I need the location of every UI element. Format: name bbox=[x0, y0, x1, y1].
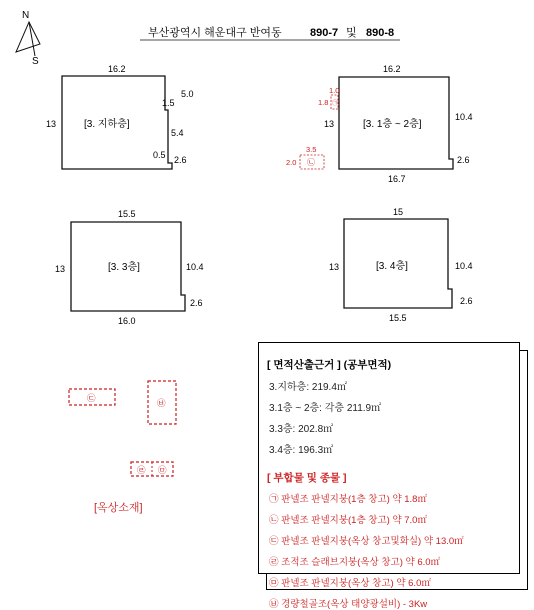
dim-b1-notch-side: 5.4 bbox=[171, 128, 184, 138]
annex-c-marker: ㉢ bbox=[87, 393, 96, 403]
dim-3-top: 15.5 bbox=[118, 209, 136, 219]
dim-4-bottom: 15.5 bbox=[389, 313, 407, 323]
area-basis-title: [ 면적산출근거 ] (공부면적) bbox=[267, 359, 392, 371]
compass-south-label: S bbox=[32, 56, 39, 67]
title-lot-1: 890-7 bbox=[310, 27, 339, 39]
annex-row: ㉠ 판넬조 판넬지붕(1층 창고) 약 1.8㎡ bbox=[269, 494, 427, 505]
annex-e-marker: ㉤ bbox=[158, 465, 167, 475]
area-row: 3.지하층: 219.4㎡ bbox=[269, 382, 347, 393]
dim-4-top: 15 bbox=[393, 207, 404, 217]
dim-3-right: 10.4 bbox=[186, 262, 204, 272]
dim-3-bottom: 16.0 bbox=[118, 316, 136, 326]
area-row: 3.1층 ~ 2층: 각층 211.9㎡ bbox=[269, 403, 382, 414]
dim-3-left: 13 bbox=[55, 264, 66, 274]
floor-plan-basement bbox=[46, 64, 194, 169]
dim-b1-r2: 2.6 bbox=[174, 155, 187, 165]
floor-plan-1-2 bbox=[286, 64, 473, 184]
floor-plan-3 bbox=[55, 209, 204, 326]
annex-title: [ 부합물 및 종물 ] bbox=[267, 472, 347, 484]
title-address: 부산광역시 해운대구 반여동 bbox=[148, 27, 282, 39]
annex-row: ㉢ 판넬조 판넬지붕(옥상 창고및화실) 약 13.0㎡ bbox=[269, 536, 464, 547]
floor-label-basement: [3. 지하층] bbox=[84, 119, 130, 130]
page-title bbox=[140, 25, 400, 40]
annex-row: ㉤ 판넬조 판넬지붕(옥상 창고) 약 6.0㎡ bbox=[269, 578, 431, 589]
annex-f-marker: ㉥ bbox=[157, 398, 166, 408]
title-lot-2: 890-8 bbox=[366, 27, 395, 39]
legend-panel bbox=[258, 342, 520, 610]
annex-b-marker: ㉡ bbox=[307, 158, 315, 167]
dim-12-left: 13 bbox=[324, 119, 335, 129]
area-row: 3.4층: 196.3㎡ bbox=[269, 445, 334, 456]
dim-12-bottom: 16.7 bbox=[388, 174, 406, 184]
floor-label-1-2: [3. 1층 ~ 2층] bbox=[363, 119, 422, 130]
floor-label-3: [3. 3층] bbox=[108, 262, 140, 273]
dim-12-top: 16.2 bbox=[383, 64, 401, 74]
dim-12-step: 2.6 bbox=[457, 155, 470, 165]
rooftop-annexes bbox=[69, 381, 176, 514]
dim-b1-r1: 5.0 bbox=[181, 89, 194, 99]
dim-4-step: 2.6 bbox=[460, 296, 473, 306]
dim-4-right: 10.4 bbox=[455, 261, 473, 271]
dim-b1-notch-top: 1.5 bbox=[162, 98, 175, 108]
area-row: 3.3층: 202.8㎡ bbox=[269, 424, 334, 435]
dim-annex-b-h: 2.0 bbox=[286, 158, 297, 167]
dim-b1-notch-bottom: 0.5 bbox=[153, 150, 166, 160]
rooftop-label: [옥상소재] bbox=[94, 502, 143, 514]
floor-plan-4 bbox=[329, 207, 473, 323]
annex-d-marker: ㉣ bbox=[137, 465, 146, 475]
dim-3-step: 2.6 bbox=[190, 298, 203, 308]
dim-annex-b-w: 3.5 bbox=[306, 145, 317, 154]
title-connector: 및 bbox=[346, 27, 357, 39]
dim-4-left: 13 bbox=[329, 262, 340, 272]
floor-label-4: [3. 4층] bbox=[376, 261, 408, 272]
annex-row: ㉥ 경량철골조(옥상 태양광설비) - 3Kw bbox=[269, 599, 428, 610]
annex-a-marker: ㉠ bbox=[332, 101, 339, 107]
dim-b1-left: 13 bbox=[46, 119, 57, 129]
dim-b1-top: 16.2 bbox=[108, 64, 126, 74]
annex-row: ㉣ 조적조 슬래브지붕(옥상 창고) 약 6.0㎡ bbox=[269, 557, 441, 568]
dim-annex-a-h: 1.8 bbox=[318, 98, 329, 107]
dim-12-right: 10.4 bbox=[455, 112, 473, 122]
compass-north-label: N bbox=[22, 10, 30, 21]
dim-annex-a-w: 1.0 bbox=[329, 86, 340, 95]
annex-row: ㉡ 판넬조 판넬지붕(1층 창고) 약 7.0㎡ bbox=[269, 515, 427, 526]
north-arrow-icon bbox=[16, 10, 40, 67]
